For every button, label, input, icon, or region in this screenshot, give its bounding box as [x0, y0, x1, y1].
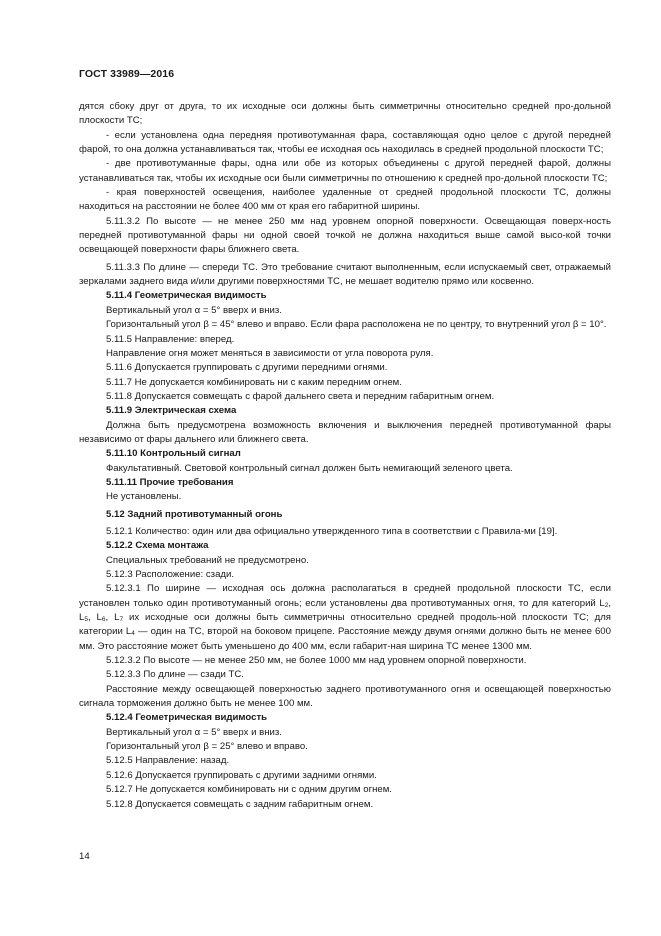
clause-heading-5-11-4: 5.11.4 Геометрическая видимость [106, 290, 267, 302]
clause-5-11-8: 5.11.8 Допускается совмещать с фарой дальнего света и передним габаритным огнем. [106, 390, 495, 402]
clause-5-12-8: 5.12.8 Допускается совмещать с задним габаритным огнем. [106, 798, 374, 810]
clause-5-12-5: 5.12.5 Направление: назад. [106, 755, 230, 767]
list-item: - две противотуманные фары, одна или обе из которых объединены с другой передней фарой, должны устанавливаться так, чтобы их исходные оси были симметричны по отношению к средней про-дольной плоскости ТС; [79, 158, 611, 184]
clause-5-12-3-3: 5.12.3.3 По длине — сзади ТС. [106, 669, 244, 681]
paragraph: Должна быть предусмотрена возможность включения и выключения передней противотуманной фары независимо от фары дальнего или ближнего света. [79, 419, 611, 445]
list-item: - края поверхностей освещения, наиболее удаленные от средней продольной плоскости ТС, должны находиться на расстоянии не более 400 мм от края его габаритной ширины. [79, 187, 611, 213]
paragraph: дятся сбоку друг от друга, то их исходные оси должны быть симметричны относительно средней про-дольной плоскости ТС; [79, 101, 611, 127]
clause-5-12-3: 5.12.3 Расположение: сзади. [106, 569, 235, 580]
clause-5-11-3-3: 5.11.3.3 По длине — спереди ТС. Это требование считают выполненным, если испускаемый свет, отражаемый зеркалами заднего вида и/или другими поверхностями ТС, не мешает водителю прямо или косвенно. [79, 261, 611, 288]
document-header: ГОСТ 33989—2016 [79, 68, 175, 80]
document-body [79, 100, 611, 812]
clause-heading-5-11-9: 5.11.9 Электрическая схема [106, 405, 237, 417]
clause-5-11-3-2: 5.11.3.2 По высоте — не менее 250 мм над уровнем опорной поверхности. Освещающая поверх-ность передней противотуманной фары ни одной своей точкой не должна находиться выше самой высо-кой точки освещающей поверхности фары ближнего света. [79, 215, 611, 256]
paragraph: Горизонтальный угол β = 25° влево и вправо. [106, 741, 308, 753]
paragraph: Горизонтальный угол β = 45° влево и вправо. Если фара расположена не по центру, то внутренний угол β = 10°. [106, 319, 607, 331]
paragraph: Факультативный. Световой контрольный сигнал должен быть немигающий зеленого цвета. [106, 462, 513, 474]
paragraph: Не установлены. [106, 491, 182, 503]
clause-heading-5-11-11: 5.11.11 Прочие требования [106, 476, 234, 488]
clause-5-11-5: 5.11.5 Направление: вперед. [106, 333, 235, 345]
paragraph: Направление огня может меняться в зависимости от угла поворота руля. [106, 347, 434, 359]
clause-heading-5-12-2: 5.12.2 Схема монтажа [106, 540, 209, 552]
clause-5-12-3-1: 5.12.3.1 По ширине — исходная ось должна располагаться в средней продольной плоскости ТС, если установлен только один противотуманный огонь; если установлены два противотуманных огня, то для категорий $L_2$, $L_5$, $L_6$, $L_7$ их исходные оси должны быть симметричны относительно средней продоль-ной плоскости ТС; для категории $L_4$ — один на ТС, второй на боковом прицепе. Расстояние между двумя огнями должно быть не менее 600 мм. Это расстояние может быть уменьшено до 400 мм, если габарит-ная ширина ТС менее 1300 мм. [79, 583, 612, 652]
clause-5-12-3-2: 5.12.3.2 По высоте — не менее 250 мм, не более 1000 мм над уровнем опорной поверхности. [106, 655, 527, 667]
clause-heading-5-11-10: 5.11.10 Контрольный сигнал [106, 448, 241, 460]
paragraph: Вертикальный угол α = 5° вверх и вниз. [106, 726, 282, 738]
paragraph: Специальных требований не предусмотрено. [106, 554, 309, 566]
clause-5-12-1: 5.12.1 Количество: один или два официально утвержденного типа в соответствии с Правила-ми [19]. [106, 525, 558, 537]
page-number: 14 [79, 851, 90, 862]
clause-heading-5-12-4: 5.12.4 Геометрическая видимость [106, 712, 268, 724]
clause-5-12-6: 5.12.6 Допускается группировать с другими задними огнями. [106, 769, 377, 781]
paragraph: Расстояние между освещающей поверхностью заднего противотуманного огня и освещающей поверхностью сигнала торможения должно быть не менее 100 мм. [79, 683, 611, 710]
clause-5-11-7: 5.11.7 Не допускается комбинировать ни с каким передним огнем. [106, 376, 402, 388]
clause-5-12-7: 5.12.7 Не допускается комбинировать ни с одним другим огнем. [106, 784, 392, 796]
clause-5-11-6: 5.11.6 Допускается группировать с другими передними огнями. [106, 362, 388, 374]
section-heading-5-12: 5.12 Задний противотуманный огонь [106, 508, 283, 520]
list-item: - если установлена одна передняя противотуманная фара, составляющая одно целое с другой передней фарой, то она должна устанавливаться так, чтобы ее исходная ось находилась в средней продольной плоскости ТС; [79, 129, 611, 156]
paragraph: Вертикальный угол α = 5° вверх и вниз. [106, 304, 282, 316]
